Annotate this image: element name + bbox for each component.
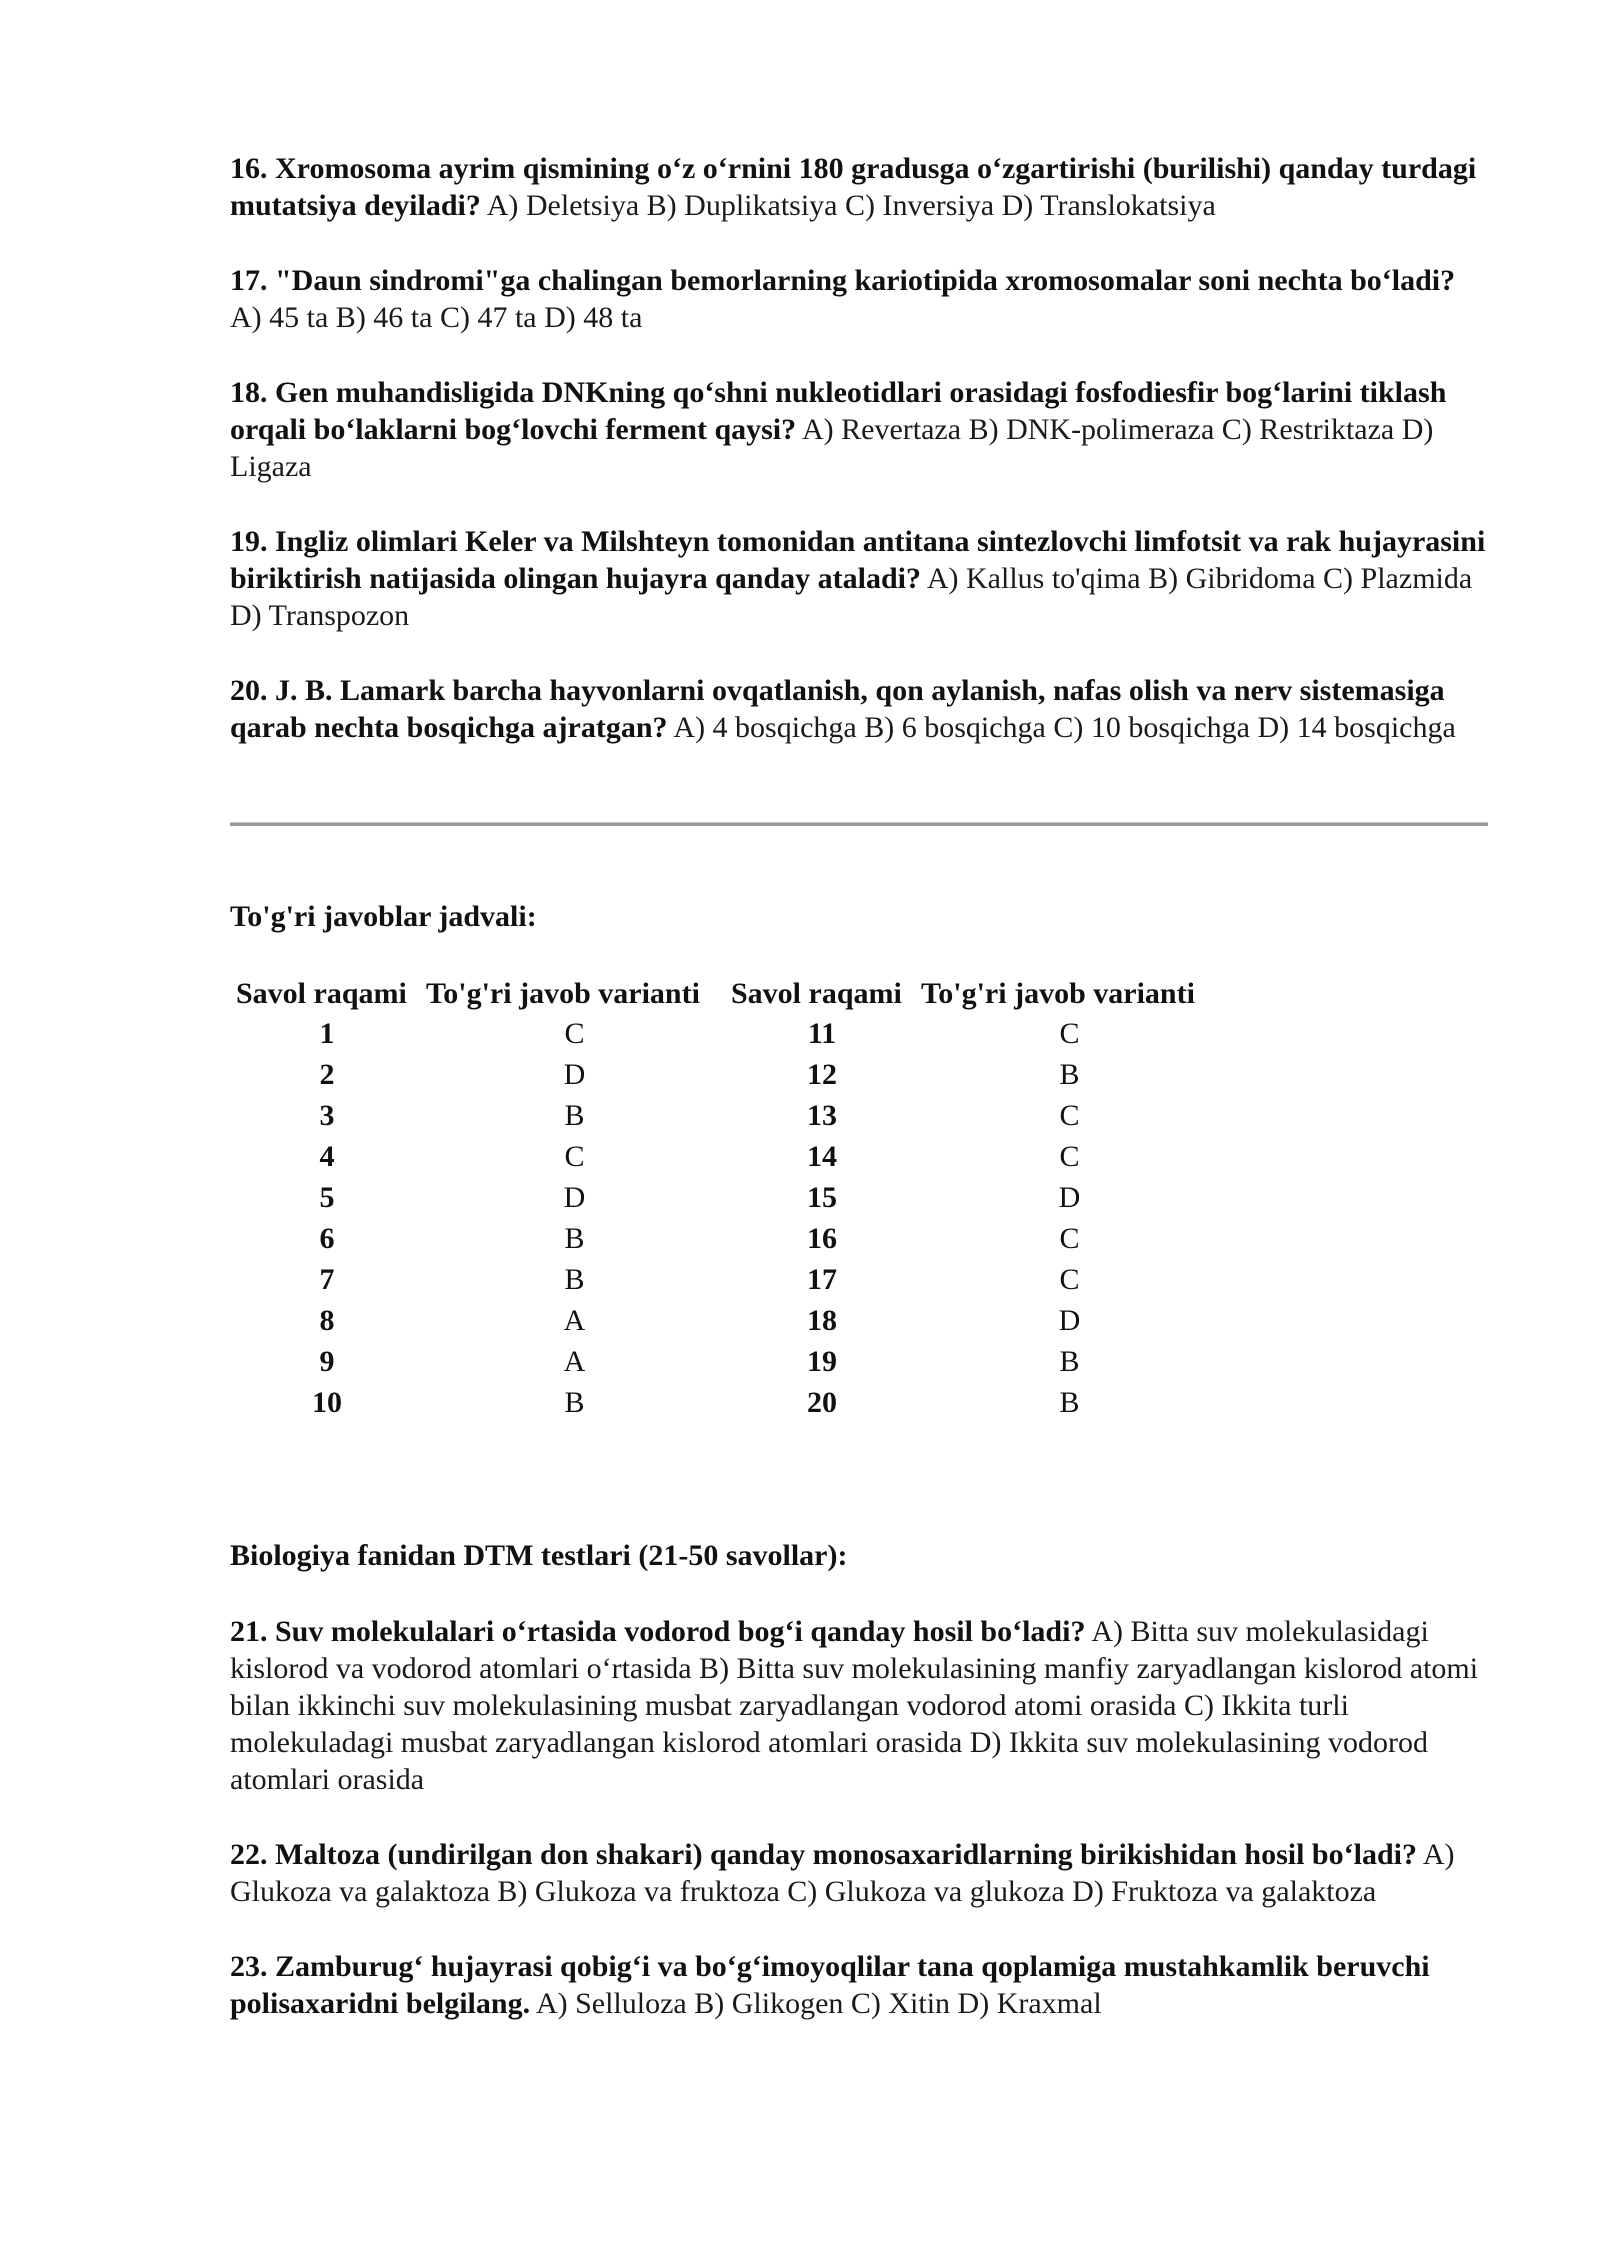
table-row [232, 1054, 1222, 1095]
question-number: 13 [807, 1099, 837, 1132]
question-number: 20 [807, 1386, 837, 1419]
answer-options: A) Selluloza B) Glikogen C) Xitin D) Kraxmal [535, 1987, 1102, 2020]
question-number: 8 [319, 1304, 335, 1337]
answer-letter: C [564, 1140, 585, 1173]
answer-letter: C [1059, 1017, 1080, 1050]
question-text: 22. Maltoza (undirilgan don shakari) qanday monosaxaridlarning birikishidan hosil bo‘ladi? [230, 1838, 1417, 1871]
answer-options: A) Deletsiya B) Duplikatsiya C) Inversiya D) Translokatsiya [486, 189, 1216, 222]
column-header: To'g'ri javob varianti [921, 977, 1195, 1010]
answers-table [232, 975, 1222, 1423]
question-text: 16. Xromosoma ayrim qismining o‘z o‘rnini 180 gradusga o‘zgartirishi (burilishi) qanday turdagi mutatsiya deyiladi? [230, 152, 1477, 222]
answer-options: A) Kallus to'qima B) Gibridoma C) Plazmida D) Transpozon [230, 562, 1473, 632]
answer-letter: C [1059, 1222, 1080, 1255]
question-number: 6 [319, 1222, 335, 1255]
question-text: 21. Suv molekulalari o‘rtasida vodorod bog‘i qanday hosil bo‘ladi? [230, 1615, 1086, 1648]
answer-options: A) 45 ta B) 46 ta C) 47 ta D) 48 ta [230, 301, 643, 334]
table-row [232, 1300, 1222, 1341]
answer-letter: B [564, 1099, 585, 1132]
answer-options: A) Glukoza va galaktoza B) Glukoza va fruktoza C) Glukoza va glukoza D) Fruktoza va galaktoza [230, 1838, 1455, 1908]
question-22 [230, 1836, 1490, 1910]
table-row [232, 1218, 1222, 1259]
table-row [232, 1177, 1222, 1218]
question-text: 17. "Daun sindromi"ga chalingan bemorlarning kariotipida xromosomalar soni nechta bo‘ladi? [230, 264, 1456, 297]
question-17 [230, 262, 1490, 336]
question-number: 19 [807, 1345, 837, 1378]
answers-heading: To'g'ri javoblar jadvali: [230, 900, 537, 933]
question-20 [230, 672, 1490, 746]
answer-letter: B [564, 1386, 585, 1419]
answer-letter: D [563, 1058, 586, 1091]
answer-letter: D [1058, 1304, 1081, 1337]
table-row [232, 1095, 1222, 1136]
question-number: 10 [312, 1386, 342, 1419]
answer-options: A) Revertaza B) DNK-polimeraza C) Restriktaza D) Ligaza [230, 413, 1434, 483]
answer-letter: A [563, 1345, 586, 1378]
question-number: 15 [807, 1181, 837, 1214]
question-number: 12 [807, 1058, 837, 1091]
question-16 [230, 150, 1490, 224]
column-header: Savol raqami [731, 977, 902, 1010]
table-row [232, 1259, 1222, 1300]
answer-options: A) 4 bosqichga B) 6 bosqichga C) 10 bosqichga D) 14 bosqichga [673, 711, 1456, 744]
answer-letter: C [1059, 1140, 1080, 1173]
question-number: 2 [319, 1058, 335, 1091]
answer-letter: C [1059, 1263, 1080, 1296]
answer-letter: A [563, 1304, 586, 1337]
question-18 [230, 374, 1490, 485]
answer-letter: B [1059, 1386, 1080, 1419]
questions-top [230, 150, 1490, 784]
table-row [232, 1382, 1222, 1423]
question-number: 9 [319, 1345, 335, 1378]
question-text: 23. Zamburug‘ hujayrasi qobig‘i va bo‘g‘imoyoqlilar tana qoplamiga mustahkamlik beruvchi polisaxaridni belgilang. [230, 1950, 1430, 2020]
answer-letter: B [564, 1263, 585, 1296]
column-header: To'g'ri javob varianti [426, 977, 700, 1010]
answer-letter: B [564, 1222, 585, 1255]
question-text: 20. J. B. Lamark barcha hayvonlarni ovqatlanish, qon aylanish, nafas olish va nerv sistemasiga qarab nechta bosqichga ajratgan? [230, 674, 1445, 744]
question-number: 14 [807, 1140, 837, 1173]
table-header-row [232, 975, 1222, 1013]
question-23 [230, 1948, 1490, 2022]
question-number: 17 [807, 1263, 837, 1296]
question-number: 5 [319, 1181, 335, 1214]
table-row [232, 1013, 1222, 1054]
question-text: 19. Ingliz olimlari Keler va Milshteyn tomonidan antitana sintezlovchi limfotsit va rak hujayrasini biriktirish natijasida olingan hujayra qanday ataladi? [230, 525, 1486, 595]
questions-bottom [230, 1613, 1490, 2060]
question-19 [230, 523, 1490, 634]
section-heading: Biologiya fanidan DTM testlari (21-50 savollar): [230, 1539, 848, 1572]
answer-letter: C [564, 1017, 585, 1050]
question-number: 18 [807, 1304, 837, 1337]
question-number: 16 [807, 1222, 837, 1255]
question-number: 1 [319, 1017, 335, 1050]
question-21 [230, 1613, 1490, 1798]
answer-options: A) Bitta suv molekulasidagi kislorod va vodorod atomlari o‘rtasida B) Bitta suv molekulasining manfiy zaryadlangan kislorod atomi bilan ikkinchi suv molekulasining musbat zaryadlangan vodorod atomi orasida C) Ikkita turli molekuladagi musbat zaryadlangan kislorod atomlari orasida D) Ikkita suv molekulasining vodorod atomlari orasida [230, 1615, 1479, 1796]
table-row [232, 1136, 1222, 1177]
horizontal-divider [230, 822, 1488, 826]
answer-letter: B [1059, 1058, 1080, 1091]
question-number: 7 [319, 1263, 335, 1296]
column-header: Savol raqami [236, 977, 407, 1010]
answer-letter: D [563, 1181, 586, 1214]
answer-letter: C [1059, 1099, 1080, 1132]
question-text: 18. Gen muhandisligida DNKning qo‘shni nukleotidlari orasidagi fosfodiesfir bog‘larini tiklash orqali bo‘laklarni bog‘lovchi ferment qaysi? [230, 376, 1447, 446]
question-number: 4 [319, 1140, 335, 1173]
table-row [232, 1341, 1222, 1382]
answer-letter: B [1059, 1345, 1080, 1378]
question-number: 11 [807, 1017, 837, 1050]
answer-letter: D [1058, 1181, 1081, 1214]
question-number: 3 [319, 1099, 335, 1132]
